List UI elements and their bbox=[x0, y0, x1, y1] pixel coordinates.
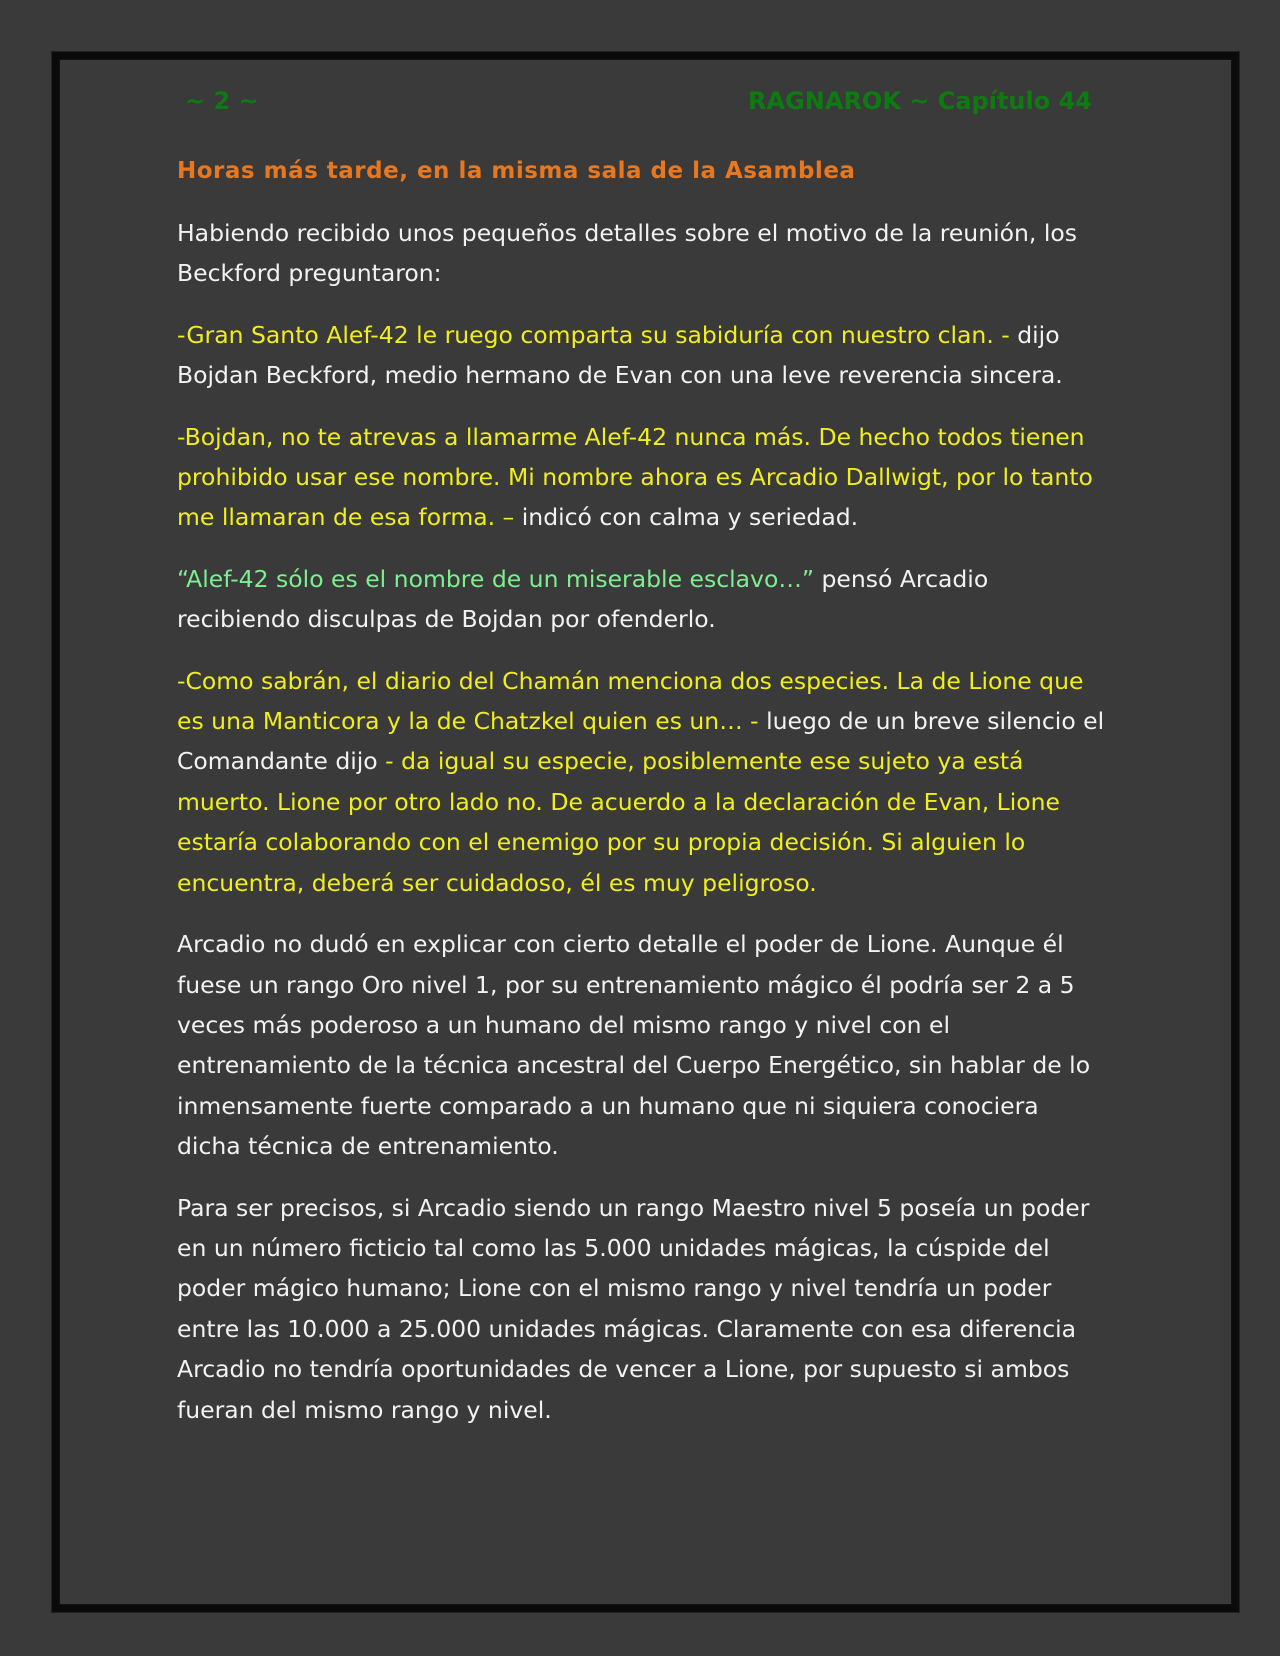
page-header bbox=[185, 87, 1092, 117]
paragraph-7 bbox=[177, 1188, 1107, 1430]
page-body bbox=[177, 151, 1107, 1451]
paragraph-2 bbox=[177, 315, 1107, 396]
page-frame bbox=[52, 52, 1239, 1612]
narration-text: Habiendo recibido unos pequeños detalles sobre el motivo de la reunión, los Beckford preguntaron: bbox=[177, 219, 1077, 288]
scene-heading: Horas más tarde, en la misma sala de la Asamblea bbox=[177, 158, 856, 184]
narration-text: Arcadio no dudó en explicar con cierto detalle el poder de Lione. Aunque él fuese un rango Oro nivel 1, por su entrenamiento mágico él podría ser 2 a 5 veces más poderoso a un humano del mismo rango y nivel con el entrenamiento de la técnica ancestral del Cuerpo Energético, sin hablar de lo inmensamente fuerte comparado a un humano que ni siquiera conociera dicha técnica de entrenamiento. bbox=[177, 930, 1091, 1161]
dialogue-text: -Bojdan, no te atrevas a llamarme Alef-42 nunca más. De hecho todos tienen prohibido usar ese nombre. Mi nombre ahora es Arcadio Dallwigt, por lo tanto me llamaran de esa forma. – bbox=[177, 422, 1093, 532]
running-title: RAGNAROK ~ Capítulo 44 bbox=[748, 87, 1092, 115]
paragraph-6 bbox=[177, 924, 1107, 1166]
dialogue-text: -Como sabrán, el diario del Chamán menciona dos especies. La de Lione que es una Manticora y la de Chatzkel quien es un… - bbox=[177, 666, 1084, 736]
dialogue-text: -Gran Santo Alef-42 le ruego comparta su sabiduría con nuestro clan. - bbox=[177, 320, 1010, 349]
narration-text: luego de un breve silencio el Comandante dijo bbox=[177, 707, 1105, 776]
narration-text: pensó Arcadio recibiendo disculpas de Bojdan por ofenderlo. bbox=[177, 564, 989, 634]
paragraph-1 bbox=[177, 213, 1107, 294]
paragraph-5 bbox=[177, 661, 1107, 903]
narration-text: dijo Bojdan Beckford, medio hermano de Evan con una leve reverencia sincera. bbox=[177, 320, 1063, 390]
narration-text: Para ser precisos, si Arcadio siendo un rango Maestro nivel 5 poseía un poder en un número ficticio tal como las 5.000 unidades mágicas, la cúspide del poder mágico humano; Lione con el mismo rango y nivel tendría un poder entre las 10.000 a 25.000 unidades mágicas. Claramente con esa diferencia Arcadio no tendría oportunidades de vencer a Lione, por supuesto si ambos fueran del mismo rango y nivel. bbox=[177, 1193, 1090, 1424]
page-number: ~ 2 ~ bbox=[185, 87, 259, 115]
dialogue-text: - da igual su especie, posiblemente ese sujeto ya está muerto. Lione por otro lado no. De acuerdo a la declaración de Evan, Lione estaría colaborando con el enemigo por su propia decisión. Si alguien lo encuentra, deberá ser cuidadoso, él es muy peligroso. bbox=[177, 747, 1060, 897]
narration-text: indicó con calma y seriedad. bbox=[514, 503, 859, 532]
paragraph-4 bbox=[177, 559, 1107, 640]
thought-text: “Alef-42 sólo es el nombre de un miserable esclavo…” bbox=[177, 564, 815, 593]
paragraph-3 bbox=[177, 417, 1107, 538]
